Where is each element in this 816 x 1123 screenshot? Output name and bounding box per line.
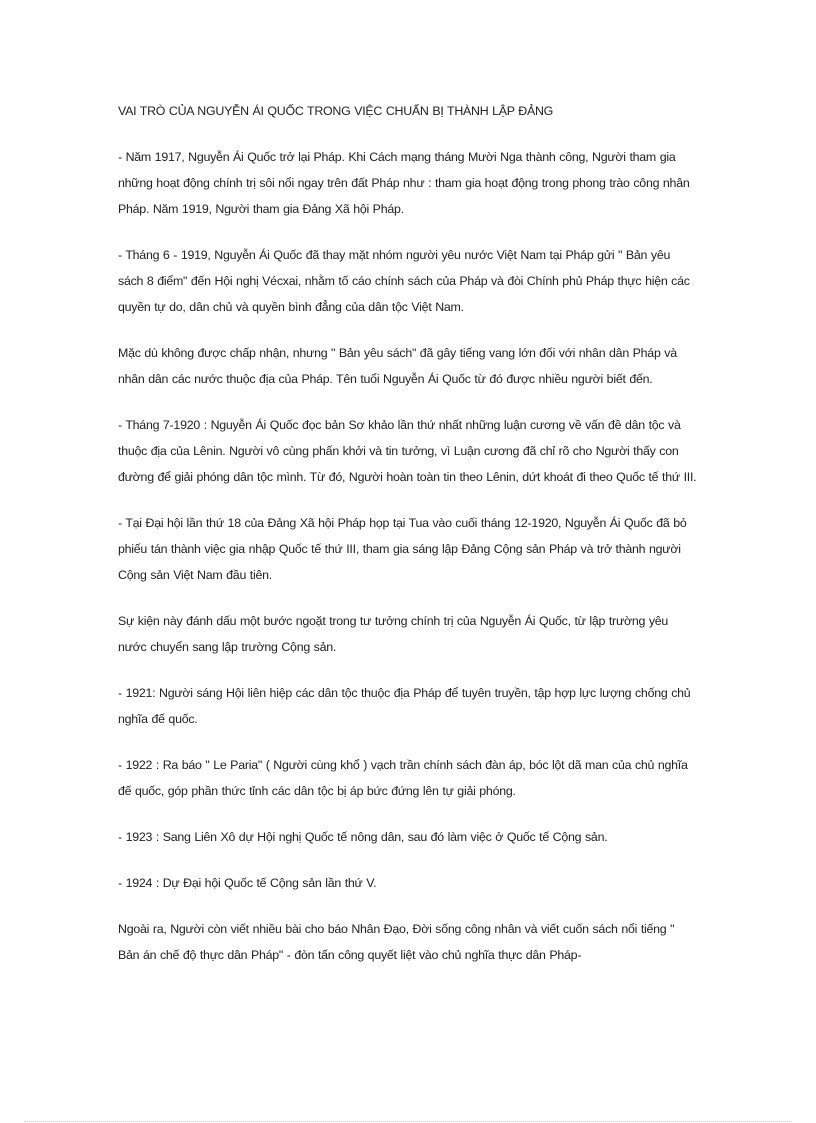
paragraph-4: - Tháng 7-1920 : Nguyễn Ái Quốc đọc bản Sơ khảo lần thứ nhất những luận cương về vấn đề dân tộc và thuộc địa của Lênin. Người vô cùng phấn khởi và tin tưởng, vì Luận cương đã chỉ rõ cho Người thấy con đường để giải phóng dân tộc mình. Từ đó, Người hoàn toàn tin theo Lênin, dứt khoát đi theo Quốc tế thứ III. — [118, 418, 697, 484]
paragraph-3: Mặc dù không được chấp nhận, nhưng " Bản yêu sách" đã gây tiếng vang lớn đối với nhân dân Pháp và nhân dân các nước thuộc địa của Pháp. Tên tuổi Nguyễn Ái Quốc từ đó được nhiều người biết đến. — [118, 346, 677, 386]
paragraph-2: - Tháng 6 - 1919, Nguyễn Ái Quốc đã thay mặt nhóm người yêu nước Việt Nam tại Pháp gửi " Bản yêu sách 8 điểm" đến Hội nghị Vécxai, nhằm tố cáo chính sách của Pháp và đòi Chính phủ Pháp thực hiện các quyền tự do, dân chủ và quyền bình đẳng của dân tộc Việt Nam. — [118, 248, 690, 314]
paragraph-8: - 1922 : Ra báo " Le Paria" ( Người cùng khổ ) vạch trần chính sách đàn áp, bóc lột dã man của chủ nghĩa đế quốc, góp phần thức tỉnh các dân tộc bị áp bức đứng lên tự giải phóng. — [118, 758, 688, 798]
paragraph-11: Ngoài ra, Người còn viết nhiều bài cho báo Nhân Đạo, Đời sống công nhân và viết cuốn sách nổi tiếng " Bản án chế độ thực dân Pháp" - đòn tấn công quyết liệt vào chủ nghĩa thực dân Pháp- — [118, 922, 675, 962]
paragraph-9: - 1923 : Sang Liên Xô dự Hội nghị Quốc tế nông dân, sau đó làm việc ở Quốc tế Cộng sản. — [118, 830, 608, 844]
paragraph-10: - 1924 : Dự Đại hội Quốc tế Cộng sản lần thứ V. — [118, 876, 377, 890]
document-body — [118, 98, 698, 988]
document-title: VAI TRÒ CỦA NGUYỄN ÁI QUỐC TRONG VIỆC CHUẨN BỊ THÀNH LẬP ĐẢNG — [118, 104, 554, 118]
paragraph-6: Sự kiện này đánh dấu một bước ngoặt trong tư tưởng chính trị của Nguyễn Ái Quốc, từ lập trường yêu nước chuyển sang lập trường Cộng sản. — [118, 614, 669, 654]
page-bottom-divider — [24, 1121, 792, 1122]
paragraph-1: - Năm 1917, Nguyễn Ái Quốc trở lại Pháp. Khi Cách mạng tháng Mười Nga thành công, Người tham gia những hoạt động chính trị sôi nổi ngay trên đất Pháp như : tham gia hoạt động trong phong trào công nhân Pháp. Năm 1919, Người tham gia Đảng Xã hội Pháp. — [118, 150, 690, 216]
paragraph-7: - 1921: Người sáng Hội liên hiệp các dân tộc thuộc địa Pháp để tuyên truyền, tập hợp lực lượng chống chủ nghĩa đế quốc. — [118, 686, 691, 726]
paragraph-5: - Tại Đại hội lần thứ 18 của Đảng Xã hội Pháp họp tại Tua vào cuối tháng 12-1920, Nguyễn Ái Quốc đã bỏ phiếu tán thành việc gia nhập Quốc tế thứ III, tham gia sáng lập Đảng Cộng sản Pháp và trở thành người Cộng sản Việt Nam đầu tiên. — [118, 516, 687, 582]
